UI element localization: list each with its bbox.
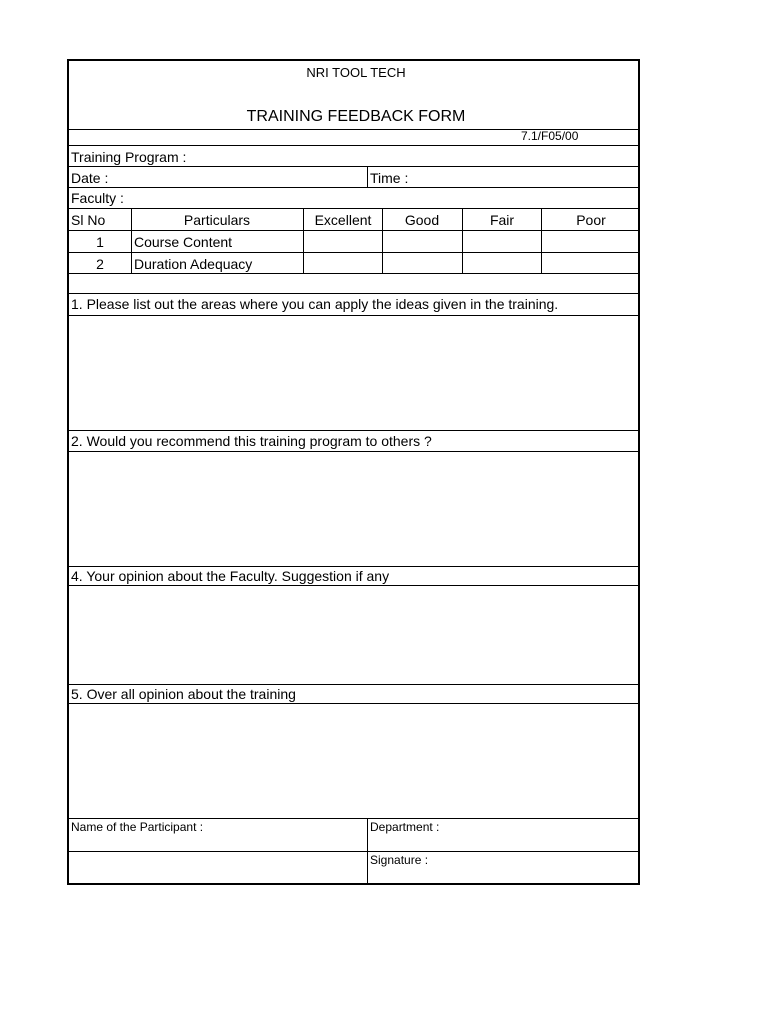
divider — [69, 187, 638, 188]
column-header: Excellent — [314, 212, 372, 228]
column-header: Particulars — [183, 212, 251, 228]
divider — [69, 166, 638, 167]
divider — [69, 293, 638, 294]
table-row — [69, 230, 638, 231]
document-code: 7.1/F05/00 — [521, 129, 579, 143]
divider — [69, 703, 638, 704]
divider — [367, 166, 368, 187]
divider — [462, 208, 463, 273]
column-header: Good — [404, 212, 440, 228]
question-1: 1. Please list out the areas where you can apply the ideas given in the training. — [71, 296, 559, 312]
divider — [69, 566, 638, 567]
row-number: 2 — [96, 256, 104, 272]
time-label: Time : — [370, 170, 409, 186]
divider — [131, 208, 132, 273]
department-label: Department : — [370, 820, 440, 834]
divider — [69, 851, 638, 852]
participant-name-label: Name of the Participant : — [71, 820, 204, 834]
question-5: 5. Over all opinion about the training — [71, 686, 296, 702]
divider — [69, 818, 638, 819]
divider — [69, 451, 638, 452]
divider — [69, 585, 638, 586]
divider — [541, 208, 542, 273]
divider — [69, 684, 638, 685]
divider — [382, 208, 383, 273]
question-2: 2. Would you recommend this training program to others ? — [71, 433, 432, 449]
divider — [69, 430, 638, 431]
form-title: TRAINING FEEDBACK FORM — [246, 108, 466, 125]
column-header: Sl No — [71, 212, 106, 228]
divider — [303, 208, 304, 273]
date-label: Date : — [71, 170, 109, 186]
feedback-form — [67, 59, 640, 885]
question-4: 4. Your opinion about the Faculty. Suggestion if any — [71, 568, 390, 584]
table-row — [69, 252, 638, 253]
divider — [69, 315, 638, 316]
divider — [69, 208, 638, 209]
row-number: 1 — [96, 234, 104, 250]
signature-label: Signature : — [370, 853, 429, 867]
company-name: NRI TOOL TECH — [306, 65, 406, 80]
row-particular: Duration Adequacy — [134, 256, 253, 272]
column-header: Fair — [489, 212, 515, 228]
column-header: Poor — [576, 212, 606, 228]
training-program-label: Training Program : — [71, 149, 187, 165]
divider — [69, 273, 638, 274]
faculty-label: Faculty : — [71, 190, 124, 206]
row-particular: Course Content — [134, 234, 233, 250]
divider — [69, 145, 638, 146]
